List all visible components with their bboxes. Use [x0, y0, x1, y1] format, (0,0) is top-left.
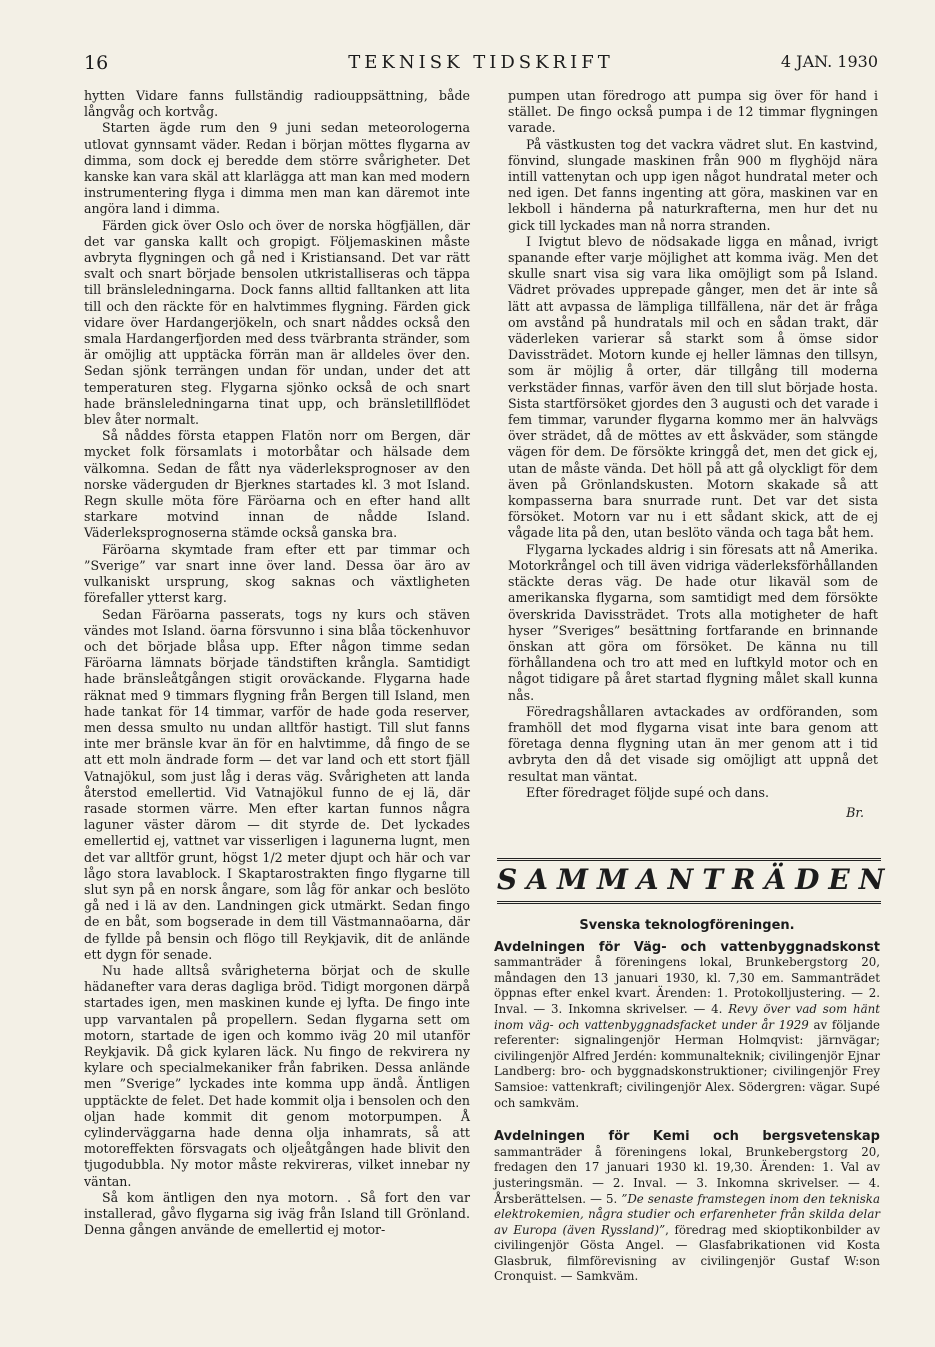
- article-left-column: [84, 88, 470, 1238]
- section-heading-banner: [497, 858, 894, 904]
- paragraph: I Ivigtut blevo de nödsakade ligga en månad, ivrigt spanande efter varje möjlighet att komma iväg. Men det skulle snart visa sig vara lika omöjligt som på Island. Vädret prövades upprepade gånger, men det är inte så lätt att avpassa de lämpliga tillfällena, när det är fråga om avstånd på hundratals mil och en sådan trakt, där väderleken varierar så starkt som å ömse sidor Davissträdet. Motorn kunde ej heller lämnas den tillsyn, som är möjlig å orter, där tillgång till moderna verkstäder finnas, varför även den till slut började hosta. Sista startförsöket gjordes den 3 augusti och det varade i fem timmar, varunder flygarna kommo mer än halvvägs över strädet, då de möttes av ett åskväder, som stängde vägen för dem. De försökte kringgå det, men det gick ej, utan de måste vända. Det höll på att gå olyckligt för dem även på Grönlandskusten. Motorn skakade så att kompasserna bara snurrade runt. Det var det sista försöket. Motorn var nu i ett sådant skick, att de ej vågade lita på den, utan beslöto vända och taga båt hem.: [508, 233, 878, 541]
- paragraph: hytten Vidare fanns fullständig radiouppsättning, både långvåg och kortvåg.: [84, 88, 470, 120]
- paragraph: Starten ägde rum den 9 juni sedan meteorologerna utlovat gynnsamt väder. Redan i början möttes flygarna av dimma, som dock ej beredde dem större svårigheter. Det kanske kan vara skäl att klarlägga att man kan med modern instrumentering flyga i dimma men man kan däremot inte angöra land i dimma.: [84, 120, 470, 217]
- lecture-title: Revy över vad som hänt inom väg- och vattenbyggnadsfacket under år 1929: [494, 1001, 880, 1032]
- paragraph: Så kom äntligen den nya motorn. . Så fort den var installerad, gåvo flygarna sig iväg från Island till Grönland. Denna gången använde de emellertid ej motor-: [84, 1189, 470, 1238]
- paragraph: Efter föredraget följde supé och dans.: [526, 784, 769, 800]
- paragraph: Nu hade alltså svårigheterna börjat och de skulle hädanefter vara deras dagliga bröd. Tidigt morgonen därpå startades igen, men maskinen kunde ej lyfta. De fingo inte upp varvantalen på propellern. Sedan flygarna sett om motorn, startade de igen och kommo iväg 20 mil utanför Reykjavik. Då gick kylaren läck. Nu fingo de rekvirera ny kylare och specialmekaniker från fabriken. Dessa anlände men ”Sverige” lyckades inte komma upp ändå. Äntligen upptäckte de felet. Det hade kommit olja i bensolen och den oljan hade kommit dit genom motorpumpen. Å cylinderväggarna hade denna olja inhamrats, så att motoreffekten försvagats och oljeåtgången hade blivit den tjugodubbla. Ny motor måste rekvireras, vilket innebar ny väntan.: [84, 962, 470, 1189]
- page-number: 16: [84, 52, 109, 74]
- meetings-section: [494, 918, 880, 1303]
- paragraph: På västkusten tog det vackra vädret slut. En kastvind, fönvind, slungade maskinen från 900 m flyghöjd nära intill vattenytan och upp igen något hundratal meter och ned igen. Det fanns ingenting att göra, maskinen var en lekboll i händerna på naturkrafterna, men hur det nu gick till lyckades man nå norra stranden.: [508, 136, 878, 233]
- meeting-notice: [494, 1129, 880, 1285]
- page-header: [84, 50, 878, 76]
- article-right-column: [508, 88, 878, 821]
- paragraph: Färöarna skymtade fram efter ett par timmar och ”Sverige” var snart inne över land. Dessa öar äro av vulkaniskt ursprung, skog saknas och växtligheten förefaller ytterst karg.: [84, 541, 470, 606]
- paragraph: Färden gick över Oslo och över de norska högfjällen, där det var ganska kallt och gropigt. Följemaskinen måste avbryta flygningen och gå ned i Kristiansand. Det var rätt svalt och snart började bensolen utkristalliseras och täppa till bränsleledningarna. Dock fanns alltid falltanken att lita till och den räckte för en halvtimmes flygning. Färden gick vidare över Hardangerjökeln, och snart nåddes också den smala Hardangerfjorden med dess tvärbranta stränder, som är omöjlig att upptäcka förrän man är alldeles över den. Sedan sjönk terrängen undan för undan, under det att temperaturen steg. Flygarna sjönko också de och snart hade bränsleledningarna tinat upp, och bränsletillflödet blev åter normalt.: [84, 217, 470, 428]
- paragraph: pumpen utan föredrogo att pumpa sig över för hand i stället. De fingo också pumpa i de 12 timmar flygningen varade.: [508, 88, 878, 136]
- paragraph: Sedan Färöarna passerats, togs ny kurs och stäven vändes mot Island. öarna försvunno i sina blåa töckenhuvor och det började blåsa upp. Efter någon timme sedan Färöarna lämnats började tändstiften krångla. Samtidigt hade bränsleåtgången stigit oroväckande. Flygarna hade räknat med 9 timmars flygning från Bergen till Island, men hade tankat för 14 timmar, varför de hade goda reserver, men dessa smulto nu undan alltför hastigt. Till slut fanns inte mer bränsle kvar än för en halvtimme, då fingo de se att ett moln ändrade form — det var land och ett stort fjäll Vatnajökul, som just låg i deras väg. Svårigheten att landa återstod emellertid. Vid Vatnajökul funno de ej lä, där rasade stormen värre. Men efter kartan funnos några laguner väster därom — dit styrde de. Det lyckades emellertid ej, vattnet var visserligen i lagunerna lugnt, men det var alltför grunt, högst 1/2 meter djupt och här och var lågo stora lavablock. I Skaptarostrakten fingo flygarne till slut syn på en norsk ångare, som låg för ankar och beslöto gå ned i lä av den. Landningen gick utmärkt. Sedan fingo de en båt, som bogserade in dem till Västmannaöarna, där de fyllde på bensin och flögo till Reykjavik, dit de anlände ett dygn för senade.: [84, 606, 470, 962]
- society-name: Svenska teknologföreningen.: [579, 918, 795, 933]
- meeting-notice: [494, 940, 880, 1112]
- paragraph: Flygarna lyckades aldrig i sin föresats att nå Amerika. Motorkrångel och till även vidriga väderleksförhållanden stäckte deras väg. De hade otur likaväl som de amerikanska flygarna, som samtidigt med dem försökte överskrida Davissträdet. Trots alla motigheter de haft hyser ”Sveriges” besättning fortfarande en brinnande önskan att göra om försöket. De känna nu till förhållandena och tro att med en luftkyld motor och en något tidigare på året startad flygning målet skall kunna nås.: [508, 541, 878, 703]
- meeting-text: sammanträder å föreningens lokal, Brunkebergstorg 20, måndagen den 13 januari 1930, kl. 7,30 em. Sammanträdet öppnas efter enkel kvart. Ärenden: 1. Protokolljustering. — 2. Inval. — 3. Inkomna skrivelser. — 4.: [494, 955, 880, 1016]
- paragraph: Så nåddes första etappen Flatön norr om Bergen, där mycket folk församlats i motorbåtar och hälsade dem välkomna. Sedan de fått nya väderleksprognoser av den norske väderguden dr Bjerknes startades kl. 3 mot Island. Regn skulle möta före Färöarna och en efter hand allt starkare motvind innan de nådde Island. Väderleksprognoserna stämde också ganska bra.: [84, 428, 470, 541]
- division-name: Avdelningen för Kemi och bergsvetenskap: [494, 1129, 880, 1145]
- meeting-text: av följande referenter: signalingenjör Herman Holmqvist: järnvägar; civilingenjör Alfred Jerdén: kommunalteknik; civilingenjör Ejnar Landberg: bro- och byggnadskonstruktioner; civilingenjör Frey Samsioe: vattenkraft; civilingenjör Alex. Södergren: vägar. Supé och samkväm.: [494, 1017, 880, 1110]
- issue-date: 4 JAN. 1930: [780, 52, 878, 71]
- journal-title: TEKNISK TIDSKRIFT: [348, 52, 614, 73]
- meeting-text: , föredrag med skioptikonbilder av civilingenjör Gösta Angel. — Glasfabrikationen vid Kosta Glasbruk, filmförevisning av civilingenjör Gustaf W:son Cronquist. — Samkväm.: [494, 1222, 880, 1284]
- paragraph: Föredragshållaren avtackades av ordföranden, som framhöll det mod flygarna visat inte bara genom att företaga denna flygning utan än mer genom att i tid avbryta den då det visade sig omöjligt att uppnå det resultat man väntat.: [508, 703, 878, 784]
- division-name: Avdelningen för Väg- och vattenbyggnadskonst: [494, 939, 880, 955]
- lecture-title: ”De senaste framstegen inom den tekniska elektrokemien, några studier och erfarenheter från skilda delar av Europa (även Ryssland)”: [494, 1191, 880, 1237]
- author-signature: Br.: [846, 804, 864, 820]
- meeting-text: sammanträder å föreningens lokal, Brunkebergstorg 20, fredagen den 17 januari 1930 kl. 19,30. Ärenden: 1. Val av justeringsmän. — 2. Inval. — 3. Inkomna skrivelser. — 4. Årsberättelsen. — 5.: [494, 1144, 880, 1206]
- section-heading: SAMMANTRÄDEN: [497, 863, 894, 896]
